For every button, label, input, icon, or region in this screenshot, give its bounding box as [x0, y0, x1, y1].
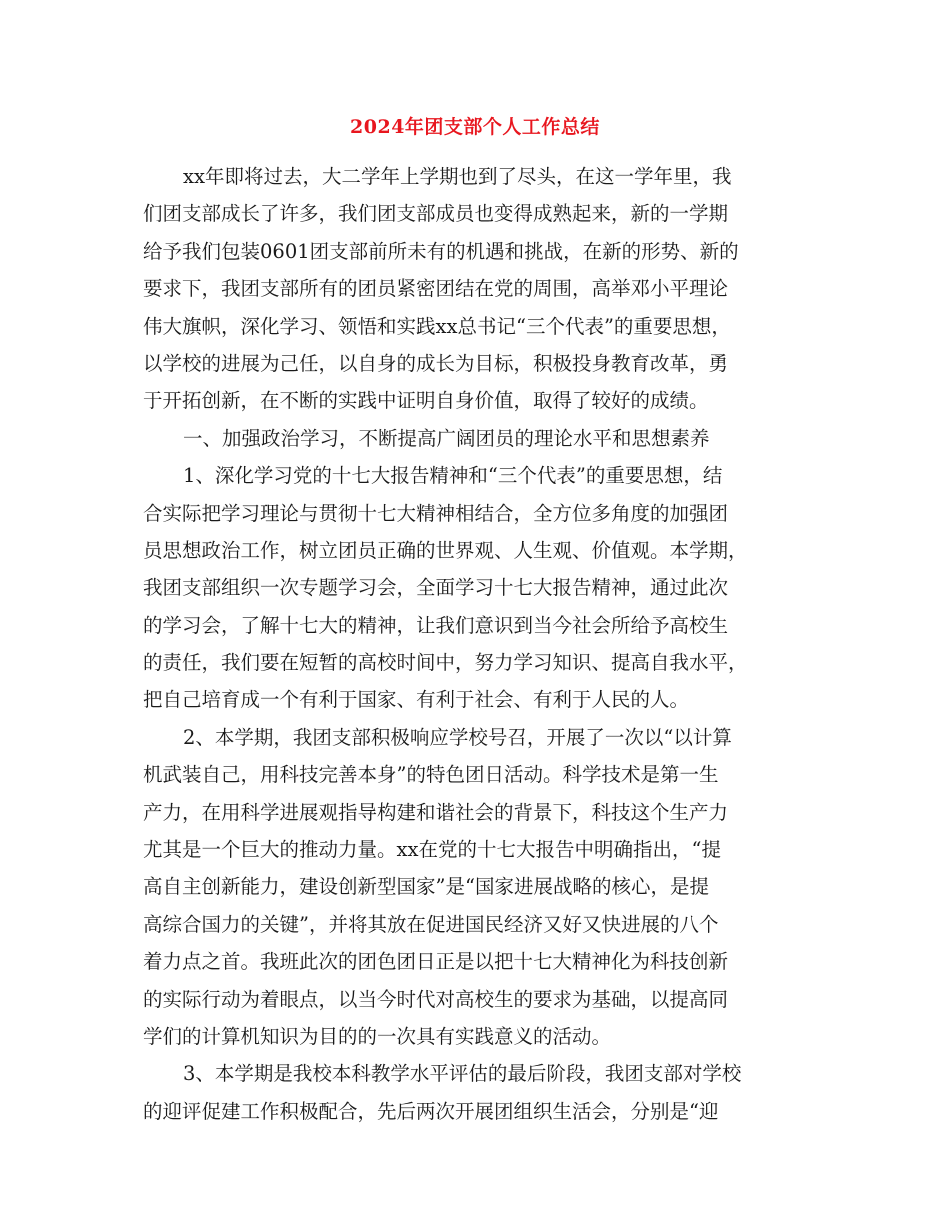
paragraph-line: 伟大旗帜，深化学习、领悟和实践xx总书记“三个代表”的重要思想， [143, 314, 731, 338]
paragraph-line: 给予我们包装0601团支部前所未有的机遇和挑战，在新的形势、新的 [143, 239, 739, 263]
paragraph-line: 要求下，我团支部所有的团员紧密团结在党的周围，高举邓小平理论 [143, 277, 729, 301]
paragraph-first-line: 一、加强政治学习，不断提高广阔团员的理论水平和思想素养 [183, 426, 710, 450]
paragraph-line: 尤其是一个巨大的推动力量。xx在党的十七大报告中明确指出，“提 [143, 838, 721, 862]
paragraph-line: 于开拓创新，在不断的实践中证明自身价值，取得了较好的成绩。 [143, 389, 709, 413]
paragraph-line: 以学校的进展为己任，以自身的成长为目标，积极投身教育改革，勇 [143, 351, 729, 375]
paragraph-line: 高综合国力的关键”，并将其放在促进国民经济又好又快进展的八个 [143, 912, 719, 936]
document-title: 2024年团支部个人工作总结 [350, 116, 600, 138]
paragraph-line: 着力点之首。我班此次的团色团日正是以把十七大精神化为科技创新 [143, 950, 729, 974]
paragraph-line: 合实际把学习理论与贯彻十七大精神相结合，全方位多角度的加强团 [143, 501, 729, 525]
paragraph-line: 产力，在用科学进展观指导构建和谐社会的背景下，科技这个生产力 [143, 800, 729, 824]
paragraph-line: 把自己培育成一个有利于国家、有利于社会、有利于人民的人。 [143, 688, 690, 712]
paragraph-first-line: 1、深化学习党的十七大报告精神和“三个代表”的重要思想，结 [183, 464, 723, 488]
paragraph-line: 的责任，我们要在短暂的高校时间中，努力学习知识、提高自我水平， [143, 651, 748, 675]
paragraph-line: 的迎评促建工作积极配合，先后两次开展团组织生活会，分别是“迎 [143, 1099, 719, 1123]
paragraph-line: 学们的计算机知识为目的的一次具有实践意义的活动。 [143, 1024, 612, 1048]
paragraph-first-line: 2、本学期，我团支部积极响应学校号召，开展了一次以“以计算 [183, 725, 732, 749]
paragraph-line: 的实际行动为着眼点，以当今时代对高校生的要求为基础，以提高同 [143, 987, 729, 1011]
paragraph-line: 的学习会，了解十七大的精神，让我们意识到当今社会所给予高校生 [143, 613, 729, 637]
paragraph-line: 高自主创新能力，建设创新型国家”是“国家进展战略的核心，是提 [143, 875, 709, 899]
paragraph-line: 员思想政治工作，树立团员正确的世界观、人生观、价值观。本学期， [143, 538, 748, 562]
paragraph-first-line: xx年即将过去，大二学年上学期也到了尽头，在这一学年里，我 [183, 165, 732, 188]
paragraph-line: 我团支部组织一次专题学习会，全面学习十七大报告精神，通过此次 [143, 576, 729, 600]
paragraph-line: 们团支部成长了许多，我们团支部成员也变得成熟起来，新的一学期 [143, 202, 729, 226]
paragraph-line: 机武装自己，用科技完善本身”的特色团日活动。科学技术是第一生 [143, 763, 719, 787]
document-body [143, 158, 811, 1130]
paragraph-first-line: 3、本学期是我校本科教学水平评估的最后阶段，我团支部对学校 [183, 1062, 742, 1086]
